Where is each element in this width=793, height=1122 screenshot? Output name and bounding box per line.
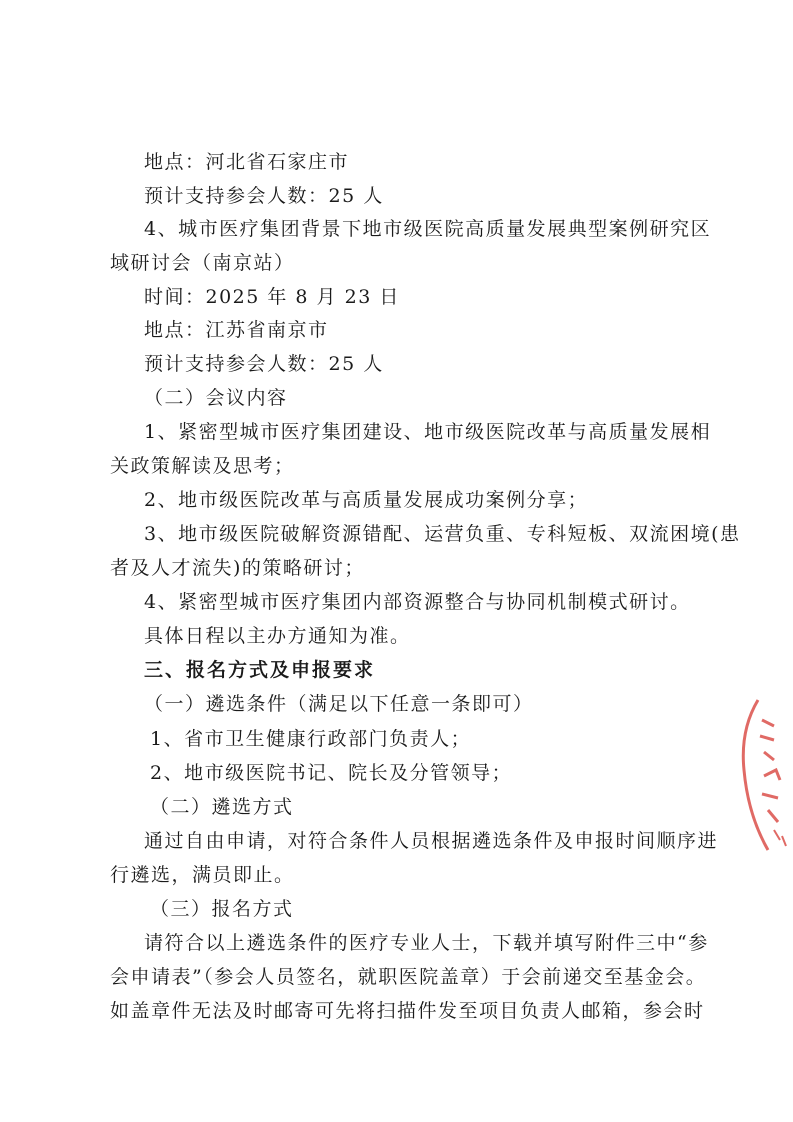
text-line: 请符合以上遴选条件的医疗专业人士，下载并填写附件三中“参	[144, 932, 709, 954]
text-line: 2、地市级医院改革与高质量发展成功案例分享；	[144, 489, 589, 511]
text-line: 者及人才流失)的策略研讨；	[110, 557, 365, 579]
section-heading: 三、报名方式及申报要求	[144, 659, 376, 681]
text-line: 地点：江苏省南京市	[144, 319, 329, 341]
text-line: 1、省市卫生健康行政部门负责人；	[150, 728, 472, 750]
text-line: 预计支持参会人数：25 人	[144, 185, 384, 207]
text-line: 行遴选，满员即止。	[110, 864, 295, 886]
section-subheading: （二）会议内容	[144, 387, 288, 409]
text-line: 地点：河北省石家庄市	[144, 151, 350, 173]
seal-stamp-icon	[738, 690, 793, 860]
text-line: 关政策解读及思考；	[110, 455, 295, 477]
text-line: 4、城市医疗集团背景下地市级医院高质量发展典型案例研究区	[144, 218, 712, 240]
section-subheading: （一）遴选条件（满足以下任意一条即可）	[144, 693, 534, 715]
text-line: 域研讨会（南京站）	[110, 252, 295, 274]
text-line: 2、地市级医院书记、院长及分管领导；	[150, 762, 513, 784]
text-line: 3、地市级医院破解资源错配、运营负重、专科短板、双流困境(患	[144, 523, 741, 545]
text-line: 4、紧密型城市医疗集团内部资源整合与协同机制模式研讨。	[144, 591, 691, 613]
text-line: 具体日程以主办方通知为准。	[144, 625, 411, 647]
text-line: 如盖章件无法及时邮寄可先将扫描件发至项目负责人邮箱，参会时	[110, 1000, 705, 1022]
text-line: 时间：2025 年 8 月 23 日	[144, 286, 400, 308]
text-line: 预计支持参会人数：25 人	[144, 353, 384, 375]
text-line: 通过自由申请，对符合条件人员根据遴选条件及申报时间顺序进	[144, 830, 719, 852]
section-subheading: （二）遴选方式	[150, 796, 294, 818]
section-subheading: （三）报名方式	[150, 898, 294, 920]
text-line: 1、紧密型城市医疗集团建设、地市级医院改革与高质量发展相	[144, 421, 712, 443]
text-line: 会申请表”（参会人员签名，就职医院盖章）于会前递交至基金会。	[110, 966, 707, 988]
